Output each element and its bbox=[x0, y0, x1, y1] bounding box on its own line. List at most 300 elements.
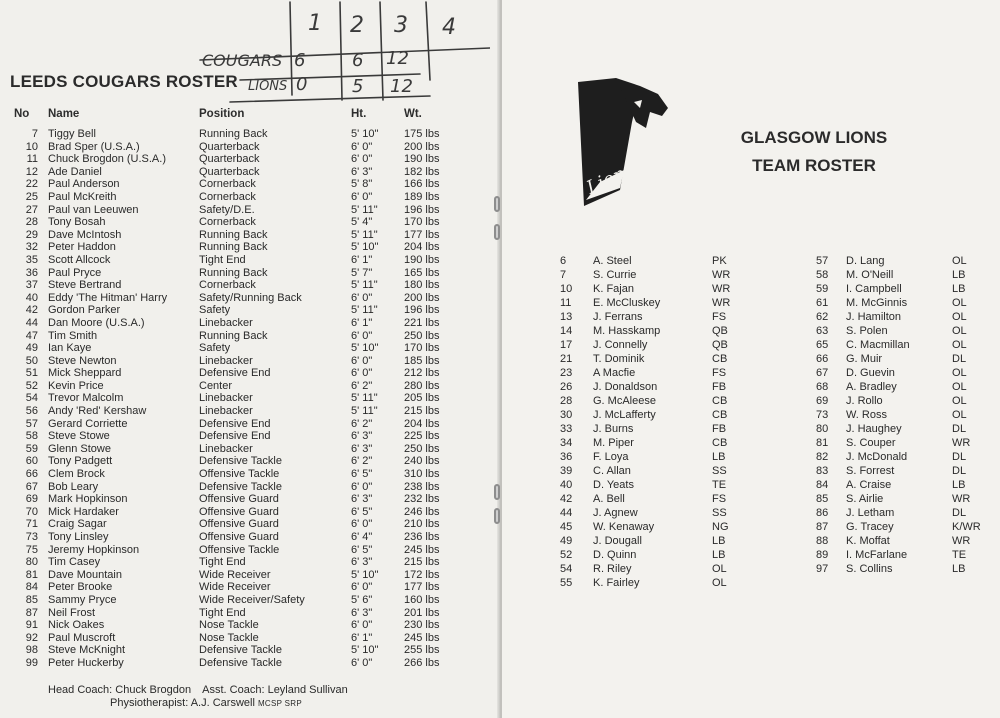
roster-row bbox=[0, 632, 500, 645]
player-height: 6' 1" bbox=[351, 631, 373, 644]
staple-bottom bbox=[494, 508, 500, 524]
player-position: OL bbox=[952, 297, 967, 309]
player-position: LB bbox=[952, 269, 966, 281]
player-position: FB bbox=[712, 423, 727, 435]
player-number: 54 bbox=[560, 563, 573, 575]
player-number: 37 bbox=[25, 279, 38, 292]
roster-row bbox=[812, 506, 1000, 520]
player-number: 81 bbox=[816, 437, 829, 449]
player-height: 5' 7" bbox=[351, 266, 373, 279]
player-number: 56 bbox=[25, 405, 38, 418]
player-number: 42 bbox=[560, 493, 573, 505]
physiotherapist: Physiotherapist: A.J. Carswell bbox=[110, 697, 255, 709]
player-position: OL bbox=[952, 311, 967, 323]
player-weight: 255 lbs bbox=[404, 644, 440, 657]
roster-row bbox=[812, 436, 1000, 450]
player-number: 10 bbox=[25, 140, 38, 153]
player-height: 5' 4" bbox=[351, 216, 373, 229]
player-number: 35 bbox=[25, 253, 38, 266]
roster-row bbox=[0, 556, 500, 569]
roster-row bbox=[0, 367, 500, 380]
player-weight: 245 lbs bbox=[404, 631, 440, 644]
player-position: Safety bbox=[199, 304, 231, 317]
score-col-4: 4 bbox=[442, 15, 456, 40]
player-number: 81 bbox=[25, 568, 38, 581]
player-position: Quarterback bbox=[199, 140, 260, 153]
player-name: W. Kenaway bbox=[593, 521, 655, 533]
cougars-q3: 12 bbox=[386, 48, 409, 69]
roster-row bbox=[560, 450, 760, 464]
player-name: J. Donaldson bbox=[593, 381, 658, 393]
player-height: 5' 11" bbox=[351, 279, 378, 292]
player-position: CB bbox=[712, 437, 728, 449]
player-position: Offensive Tackle bbox=[199, 543, 280, 556]
player-number: 30 bbox=[560, 409, 573, 421]
roster-row bbox=[560, 534, 760, 548]
roster-row bbox=[560, 324, 760, 338]
player-number: 52 bbox=[560, 549, 573, 561]
lions-q1: 0 bbox=[296, 74, 308, 95]
player-height: 6' 0" bbox=[351, 367, 373, 380]
player-number: 73 bbox=[816, 409, 829, 421]
player-height: 5' 11" bbox=[351, 392, 378, 405]
player-position: WR bbox=[712, 283, 731, 295]
player-number: 55 bbox=[560, 577, 573, 589]
roster-row bbox=[0, 569, 500, 582]
roster-row bbox=[560, 520, 760, 534]
player-position: FS bbox=[712, 367, 727, 379]
header-no: No bbox=[14, 108, 30, 120]
player-weight: 221 lbs bbox=[404, 316, 440, 329]
player-number: 84 bbox=[816, 479, 829, 491]
player-name: Peter Brooke bbox=[48, 581, 113, 594]
player-weight: 240 lbs bbox=[404, 455, 440, 468]
header-height: Ht. bbox=[351, 108, 367, 120]
player-position: Cornerback bbox=[199, 178, 256, 191]
roster-row bbox=[560, 562, 760, 576]
roster-row bbox=[0, 531, 500, 544]
roster-row bbox=[812, 352, 1000, 366]
roster-row bbox=[0, 392, 500, 405]
roster-row bbox=[560, 254, 760, 268]
player-number: 27 bbox=[25, 203, 38, 216]
player-number: 7 bbox=[560, 269, 567, 281]
player-number: 25 bbox=[25, 190, 38, 203]
roster-row bbox=[0, 241, 500, 254]
player-height: 6' 4" bbox=[351, 531, 373, 543]
player-height: 5' 6" bbox=[351, 593, 373, 606]
player-number: 60 bbox=[25, 455, 38, 468]
roster-row bbox=[812, 422, 1000, 436]
roster-row bbox=[560, 506, 760, 520]
player-position: Defensive End bbox=[199, 417, 271, 430]
player-number: 44 bbox=[560, 507, 573, 519]
roster-row bbox=[0, 481, 500, 494]
roster-row bbox=[0, 304, 500, 317]
player-height: 5' 10" bbox=[351, 342, 379, 355]
roster-row bbox=[0, 204, 500, 217]
roster-row bbox=[0, 405, 500, 418]
roster-row bbox=[0, 267, 500, 280]
player-position: WR bbox=[952, 493, 971, 505]
player-weight: 225 lbs bbox=[404, 430, 440, 443]
player-position: NG bbox=[712, 521, 729, 533]
roster-row bbox=[0, 506, 500, 519]
roster-row bbox=[0, 254, 500, 267]
player-weight: 182 lbs bbox=[404, 165, 440, 178]
player-name: D. Yeats bbox=[593, 479, 634, 491]
player-number: 50 bbox=[25, 354, 38, 367]
player-name: K. Fairley bbox=[593, 577, 640, 589]
player-number: 58 bbox=[816, 269, 829, 281]
player-height: 6' 0" bbox=[351, 480, 373, 493]
player-number: 36 bbox=[25, 266, 38, 279]
player-name: J. Letham bbox=[846, 507, 895, 519]
player-height: 6' 5" bbox=[351, 543, 373, 556]
player-name: Steve Newton bbox=[48, 354, 117, 367]
roster-row bbox=[560, 296, 760, 310]
player-position: Defensive Tackle bbox=[199, 644, 282, 657]
player-number: 71 bbox=[25, 518, 38, 531]
player-name: J. Ferrans bbox=[593, 311, 643, 323]
player-height: 6' 2" bbox=[351, 379, 373, 392]
roster-row bbox=[812, 478, 1000, 492]
player-number: 29 bbox=[25, 228, 38, 241]
score-col-3: 3 bbox=[394, 13, 408, 38]
player-name: A. Bell bbox=[593, 493, 625, 505]
roster-row bbox=[0, 128, 500, 141]
player-name: S. Airlie bbox=[846, 493, 884, 505]
player-name: Tony Padgett bbox=[48, 455, 113, 468]
player-height: 6' 3" bbox=[351, 165, 373, 178]
lions-title-line2: TEAM ROSTER bbox=[752, 156, 876, 175]
player-name: Tony Bosah bbox=[48, 216, 106, 229]
player-number: 67 bbox=[816, 367, 829, 379]
player-number: 52 bbox=[25, 379, 38, 392]
player-number: 67 bbox=[25, 480, 38, 493]
player-weight: 205 lbs bbox=[404, 392, 440, 405]
roster-row bbox=[560, 478, 760, 492]
player-number: 84 bbox=[25, 581, 38, 594]
player-height: 6' 0" bbox=[351, 581, 373, 594]
player-weight: 212 lbs bbox=[404, 367, 440, 380]
player-position: Defensive Tackle bbox=[199, 656, 282, 669]
roster-row bbox=[560, 548, 760, 562]
player-weight: 170 lbs bbox=[404, 342, 440, 355]
player-height: 6' 3" bbox=[351, 556, 373, 569]
player-position: SS bbox=[712, 507, 727, 519]
player-name: Gordon Parker bbox=[48, 304, 121, 317]
roster-row bbox=[560, 282, 760, 296]
player-number: 40 bbox=[25, 291, 38, 304]
player-height: 5' 10" bbox=[351, 644, 379, 657]
assistant-coach: Asst. Coach: Leyland Sullivan bbox=[202, 684, 348, 696]
player-position: TE bbox=[712, 479, 727, 491]
player-number: 40 bbox=[560, 479, 573, 491]
player-number: 6 bbox=[560, 255, 567, 267]
player-name: Tiggy Bell bbox=[48, 128, 96, 140]
roster-row bbox=[812, 408, 1000, 422]
player-position: SS bbox=[712, 465, 727, 477]
player-number: 59 bbox=[25, 442, 38, 455]
player-position: TE bbox=[952, 549, 967, 561]
player-height: 6' 3" bbox=[351, 442, 373, 455]
player-weight: 166 lbs bbox=[404, 178, 440, 191]
player-name: Gerard Corriette bbox=[48, 417, 128, 430]
player-height: 5' 8" bbox=[351, 178, 373, 191]
player-position: Center bbox=[199, 379, 233, 392]
header-position: Position bbox=[199, 108, 245, 120]
player-name: C. Macmillan bbox=[846, 339, 910, 351]
player-name: Mark Hopkinson bbox=[48, 493, 128, 506]
player-position: LB bbox=[712, 451, 726, 463]
player-name: Nick Oakes bbox=[48, 619, 105, 632]
roster-row bbox=[0, 355, 500, 368]
player-position: Tight End bbox=[199, 606, 246, 619]
player-number: 61 bbox=[816, 297, 829, 309]
cougars-q1: 6 bbox=[294, 50, 306, 71]
player-height: 6' 2" bbox=[351, 417, 373, 430]
player-name: M. McGinnis bbox=[846, 297, 908, 309]
player-name: J. Burns bbox=[593, 423, 634, 435]
player-weight: 280 lbs bbox=[404, 379, 440, 392]
player-position: QB bbox=[712, 325, 728, 337]
player-name: Dave Mountain bbox=[48, 568, 122, 581]
player-height: 5' 11" bbox=[351, 405, 378, 418]
player-number: 58 bbox=[25, 430, 38, 443]
player-number: 57 bbox=[816, 255, 829, 267]
player-position: Running Back bbox=[199, 266, 268, 279]
player-name: Scott Allcock bbox=[48, 253, 111, 266]
player-name: Ade Daniel bbox=[48, 165, 102, 178]
player-name: Tim Smith bbox=[48, 329, 98, 342]
player-name: Glenn Stowe bbox=[48, 442, 111, 455]
player-position: Quarterback bbox=[199, 153, 260, 166]
player-number: 32 bbox=[25, 241, 38, 254]
player-weight: 175 lbs bbox=[404, 128, 440, 140]
player-name: J. McDonald bbox=[846, 451, 908, 463]
roster-row bbox=[0, 418, 500, 431]
player-weight: 196 lbs bbox=[404, 304, 440, 317]
player-number: 83 bbox=[816, 465, 829, 477]
player-height: 6' 0" bbox=[351, 518, 373, 531]
player-weight: 204 lbs bbox=[404, 241, 440, 254]
player-name: C. Allan bbox=[593, 465, 631, 477]
player-height: 6' 3" bbox=[351, 493, 373, 506]
player-number: 97 bbox=[816, 563, 829, 575]
player-height: 6' 1" bbox=[351, 316, 373, 329]
player-number: 73 bbox=[25, 531, 38, 543]
player-name: Clem Brock bbox=[48, 468, 105, 481]
player-name: Mick Sheppard bbox=[48, 367, 122, 380]
player-position: DL bbox=[952, 465, 967, 477]
player-number: 80 bbox=[25, 556, 38, 569]
player-weight: 189 lbs bbox=[404, 190, 440, 203]
player-weight: 200 lbs bbox=[404, 291, 440, 304]
player-number: 22 bbox=[25, 178, 38, 191]
logo-lettering: Lions bbox=[583, 159, 638, 199]
player-position: Nose Tackle bbox=[199, 619, 259, 632]
player-position: LB bbox=[712, 535, 726, 547]
player-number: 51 bbox=[25, 367, 38, 380]
score-col-1: 1 bbox=[308, 11, 322, 36]
player-number: 14 bbox=[560, 325, 573, 337]
roster-row bbox=[560, 464, 760, 478]
lions-label: LIONS bbox=[248, 79, 288, 94]
player-height: 6' 1" bbox=[351, 253, 373, 266]
roster-row bbox=[0, 292, 500, 305]
player-number: 49 bbox=[560, 535, 573, 547]
player-position: Defensive End bbox=[199, 367, 271, 380]
player-number: 10 bbox=[560, 283, 573, 295]
player-weight: 230 lbs bbox=[404, 619, 440, 632]
player-number: 39 bbox=[560, 465, 573, 477]
player-name: J. Dougall bbox=[593, 535, 642, 547]
cougars-label: COUGARS bbox=[202, 51, 283, 70]
roster-row bbox=[812, 534, 1000, 548]
player-number: 99 bbox=[25, 656, 38, 669]
player-weight: 232 lbs bbox=[404, 493, 440, 506]
roster-row bbox=[0, 443, 500, 456]
player-name: S. Collins bbox=[846, 563, 893, 575]
player-number: 42 bbox=[25, 304, 38, 317]
player-number: 68 bbox=[816, 381, 829, 393]
player-position: Safety bbox=[199, 342, 231, 355]
roster-row bbox=[0, 178, 500, 191]
player-weight: 236 lbs bbox=[404, 531, 440, 543]
player-height: 6' 0" bbox=[351, 619, 373, 632]
player-name: A. Steel bbox=[593, 255, 632, 267]
player-position: Safety/D.E. bbox=[199, 203, 255, 216]
player-name: J. Connelly bbox=[593, 339, 648, 351]
player-name: Dave McIntosh bbox=[48, 228, 122, 241]
player-height: 6' 0" bbox=[351, 140, 373, 153]
player-height: 6' 0" bbox=[351, 291, 373, 304]
player-number: 62 bbox=[816, 311, 829, 323]
roster-row bbox=[0, 153, 500, 166]
player-position: CB bbox=[712, 353, 728, 365]
player-number: 82 bbox=[816, 451, 829, 463]
player-name: M. Hasskamp bbox=[593, 325, 661, 337]
player-number: 87 bbox=[25, 606, 38, 619]
player-number: 69 bbox=[25, 493, 38, 506]
player-height: 6' 2" bbox=[351, 455, 373, 468]
player-name: Peter Huckerby bbox=[48, 656, 124, 669]
player-position: Linebacker bbox=[199, 316, 253, 329]
player-position: OL bbox=[952, 255, 967, 267]
lions-title-line1: GLASGOW LIONS bbox=[740, 128, 888, 147]
player-name: Jeremy Hopkinson bbox=[48, 543, 140, 556]
player-name: Ian Kaye bbox=[48, 342, 92, 355]
player-position: Wide Receiver/Safety bbox=[199, 593, 305, 606]
player-name: E. McCluskey bbox=[593, 297, 661, 309]
player-number: 85 bbox=[25, 593, 38, 606]
player-name: S. Currie bbox=[593, 269, 637, 281]
player-height: 5' 10" bbox=[351, 128, 379, 140]
player-height: 6' 3" bbox=[351, 430, 373, 443]
player-name: D. Lang bbox=[846, 255, 885, 267]
cougars-roster-title: LEEDS COUGARS ROSTER bbox=[10, 72, 238, 91]
roster-row bbox=[0, 342, 500, 355]
player-position: Offensive Guard bbox=[199, 493, 279, 506]
player-weight: 250 lbs bbox=[404, 442, 440, 455]
player-name: S. Forrest bbox=[846, 465, 895, 477]
player-height: 5' 11" bbox=[351, 203, 378, 216]
player-name: G. Tracey bbox=[846, 521, 894, 533]
player-weight: 200 lbs bbox=[404, 140, 440, 153]
player-number: 88 bbox=[816, 535, 829, 547]
cougars-roster-table bbox=[0, 128, 500, 670]
player-name: Tim Casey bbox=[48, 556, 101, 569]
player-weight: 246 lbs bbox=[404, 505, 440, 518]
player-position: Offensive Guard bbox=[199, 531, 279, 543]
roster-row bbox=[812, 450, 1000, 464]
player-name: Paul van Leeuwen bbox=[48, 203, 139, 216]
player-position: OL bbox=[952, 339, 967, 351]
roster-row bbox=[560, 338, 760, 352]
player-number: 91 bbox=[25, 619, 38, 632]
roster-row bbox=[560, 310, 760, 324]
player-position: Linebacker bbox=[199, 392, 253, 405]
staple-lower bbox=[494, 484, 500, 500]
player-weight: 190 lbs bbox=[404, 153, 440, 166]
player-position: Running Back bbox=[199, 128, 268, 140]
roster-row bbox=[560, 576, 760, 590]
player-name: Eddy 'The Hitman' Harry bbox=[48, 291, 168, 304]
player-weight: 245 lbs bbox=[404, 543, 440, 556]
player-name: Paul McKreith bbox=[48, 190, 117, 203]
player-position: FS bbox=[712, 493, 727, 505]
player-number: 47 bbox=[25, 329, 38, 342]
player-number: 65 bbox=[816, 339, 829, 351]
lions-roster-column-1 bbox=[560, 254, 760, 590]
player-position: Safety/Running Back bbox=[199, 291, 302, 304]
player-position: WR bbox=[952, 437, 971, 449]
roster-row bbox=[0, 581, 500, 594]
roster-row bbox=[0, 279, 500, 292]
player-name: Steve Bertrand bbox=[48, 279, 122, 292]
player-number: 34 bbox=[560, 437, 573, 449]
physio-line bbox=[110, 697, 302, 709]
roster-row bbox=[560, 422, 760, 436]
player-height: 6' 0" bbox=[351, 329, 373, 342]
player-position: OL bbox=[712, 563, 727, 575]
player-position: FB bbox=[712, 381, 727, 393]
player-weight: 160 lbs bbox=[404, 593, 440, 606]
player-weight: 172 lbs bbox=[404, 568, 440, 581]
player-number: 69 bbox=[816, 395, 829, 407]
roster-row bbox=[812, 380, 1000, 394]
player-position: DL bbox=[952, 353, 967, 365]
player-position: Wide Receiver bbox=[199, 568, 271, 581]
roster-row bbox=[812, 562, 1000, 576]
player-weight: 215 lbs bbox=[404, 405, 440, 418]
roster-row bbox=[0, 619, 500, 632]
player-position: OL bbox=[952, 381, 967, 393]
player-height: 5' 11" bbox=[351, 228, 378, 241]
player-name: A. Bradley bbox=[846, 381, 897, 393]
staple-upper bbox=[494, 224, 500, 240]
lions-logo bbox=[576, 72, 676, 212]
player-name: Steve McKnight bbox=[48, 644, 126, 657]
player-number: 11 bbox=[560, 297, 572, 309]
roster-row bbox=[812, 464, 1000, 478]
player-position: LB bbox=[952, 283, 966, 295]
player-number: 28 bbox=[560, 395, 573, 407]
handwritten-score-grid bbox=[190, 0, 490, 110]
player-number: 7 bbox=[31, 128, 38, 140]
player-number: 23 bbox=[560, 367, 573, 379]
